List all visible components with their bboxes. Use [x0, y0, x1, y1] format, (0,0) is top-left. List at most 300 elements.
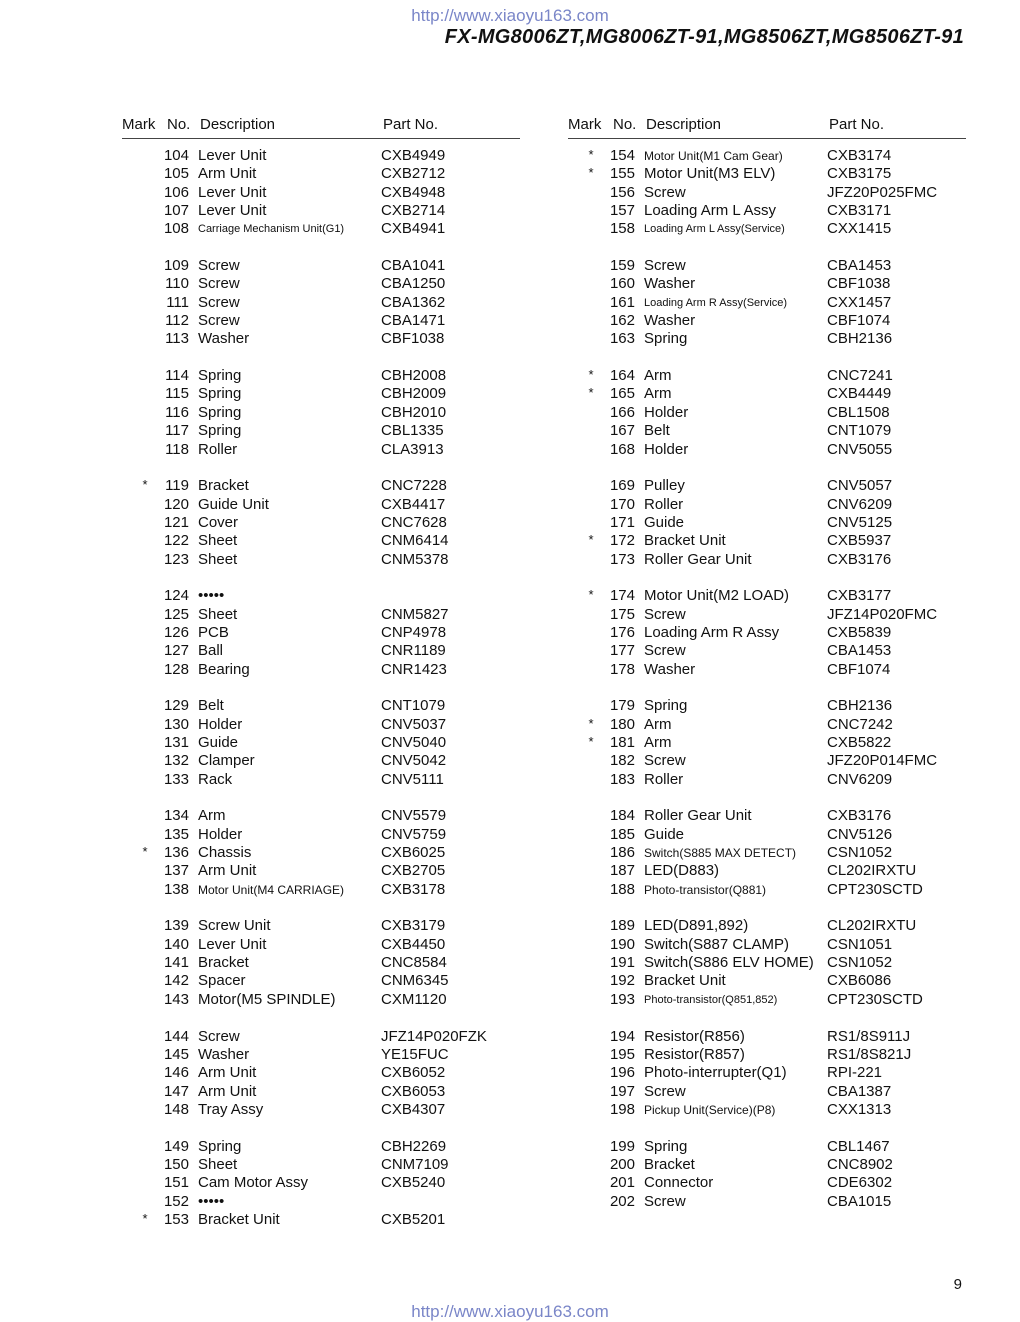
- table-row: [122, 330, 520, 348]
- row-description: Spring: [198, 403, 242, 421]
- row-description: Arm: [644, 715, 672, 733]
- row-description: Bracket: [198, 477, 249, 495]
- row-mark: *: [588, 147, 594, 162]
- row-description: Photo-transistor(Q851,852): [644, 993, 778, 1006]
- row-part-number: CXB3178: [381, 880, 446, 898]
- row-description: Photo-interrupter(Q1): [644, 1064, 787, 1082]
- table-row: [568, 202, 966, 220]
- row-part-number: CBF1074: [827, 660, 891, 678]
- row-number: 174: [609, 587, 635, 605]
- row-part-number: CXB4948: [381, 183, 446, 201]
- table-row: [568, 404, 966, 422]
- table-row: [568, 606, 966, 624]
- table-row: [568, 587, 966, 605]
- row-description: Tray Assy: [198, 1100, 264, 1118]
- table-row: [122, 1174, 520, 1192]
- row-number: 111: [166, 293, 189, 311]
- row-description: Washer: [198, 1045, 250, 1063]
- row-part-number: CNC7242: [827, 715, 893, 733]
- table-row: [122, 881, 520, 899]
- row-number: 151: [163, 1174, 189, 1192]
- row-number: 201: [609, 1174, 635, 1192]
- row-number: 136: [163, 844, 189, 862]
- row-number: 163: [609, 330, 635, 348]
- row-part-number: CBH2010: [381, 403, 447, 421]
- row-number: 105: [163, 165, 189, 183]
- row-part-number: CXB6025: [381, 844, 446, 862]
- row-part-number: CBL1335: [381, 422, 444, 440]
- table-row: [122, 1138, 520, 1156]
- row-description: Screw: [198, 1027, 240, 1045]
- table-header: [122, 116, 520, 139]
- table-row: [122, 606, 520, 624]
- row-number: 119: [165, 477, 189, 495]
- row-description: Screw: [644, 1082, 686, 1100]
- row-part-number: CBH2008: [381, 367, 447, 385]
- row-description: Arm Unit: [198, 1082, 257, 1100]
- table-row: [122, 1193, 520, 1211]
- row-mark: *: [142, 1210, 148, 1226]
- row-part-number: CBH2136: [827, 697, 893, 715]
- table-row: [568, 624, 966, 642]
- table-row: [122, 385, 520, 403]
- row-part-number: CNR1423: [381, 660, 447, 678]
- row-part-number: CLA3913: [381, 440, 444, 458]
- table-row: [122, 275, 520, 293]
- row-description: Bracket Unit: [644, 532, 726, 550]
- table-row: [568, 367, 966, 385]
- row-part-number: CNV5040: [381, 734, 447, 751]
- row-number: 175: [609, 605, 635, 623]
- watermark-url-top: http://www.xiaoyu163.com: [411, 6, 609, 25]
- row-description: Spring: [644, 330, 688, 348]
- row-part-number: CBA1453: [827, 642, 892, 660]
- table-row: [122, 587, 520, 605]
- row-part-number: CNV5759: [381, 825, 447, 843]
- row-part-number: CBA1250: [381, 275, 446, 293]
- table-row: [122, 551, 520, 569]
- row-part-number: CBF1074: [827, 312, 891, 330]
- table-row: [568, 184, 966, 202]
- row-description: Loading Arm L Assy(Service): [644, 223, 785, 236]
- row-part-number: CSN1052: [827, 954, 893, 972]
- table-row: [568, 1083, 966, 1101]
- row-mark: *: [142, 844, 148, 860]
- row-description: Screw: [198, 257, 240, 275]
- row-description: Arm Unit: [198, 165, 257, 183]
- table-row: [122, 991, 520, 1009]
- row-number: 170: [609, 495, 635, 513]
- row-number: 127: [163, 642, 189, 660]
- table-row: [122, 1156, 520, 1174]
- row-description: LED(D891,892): [644, 917, 749, 935]
- table-row: [568, 954, 966, 972]
- table-row: [568, 385, 966, 403]
- row-description: Chassis: [198, 844, 252, 862]
- row-number: 104: [163, 147, 189, 164]
- row-number: 113: [165, 330, 189, 348]
- row-part-number: CNC7228: [381, 477, 447, 495]
- row-part-number: CBH2009: [381, 385, 447, 403]
- row-description: Screw Unit: [198, 917, 271, 935]
- row-number: 118: [165, 440, 189, 458]
- table-row: [122, 807, 520, 825]
- row-number: 130: [163, 715, 189, 733]
- row-description: Roller: [644, 495, 684, 513]
- header-no: No.: [613, 116, 637, 133]
- parts-table-right: [568, 116, 966, 1211]
- row-part-number: CXB4417: [381, 495, 446, 513]
- row-number: 202: [609, 1192, 635, 1210]
- row-part-number: CXB5937: [827, 532, 892, 550]
- row-part-number: CNV5057: [827, 477, 893, 495]
- table-row: [122, 624, 520, 642]
- row-description: •••••: [198, 1192, 225, 1210]
- row-description: Ball: [198, 642, 224, 660]
- row-number: 138: [163, 880, 189, 898]
- row-part-number: CNV5125: [827, 513, 893, 531]
- row-number: 182: [609, 752, 635, 770]
- row-description: PCB: [198, 623, 229, 641]
- row-description: Lever Unit: [198, 183, 267, 201]
- table-row: [122, 1064, 520, 1082]
- row-part-number: RS1/8S821J: [827, 1045, 912, 1063]
- table-row: [568, 697, 966, 715]
- row-description: Sheet: [198, 1155, 238, 1173]
- table-row: [122, 1046, 520, 1064]
- row-description: Switch(S885 MAX DETECT): [644, 846, 797, 861]
- row-part-number: RPI-221: [827, 1064, 883, 1082]
- row-number: 158: [609, 220, 635, 238]
- row-number: 148: [163, 1100, 189, 1118]
- table-row: [568, 294, 966, 312]
- row-part-number: CXX1313: [827, 1100, 892, 1118]
- row-part-number: CXB3176: [827, 807, 892, 825]
- row-number: 131: [163, 734, 189, 751]
- row-part-number: CXB5201: [381, 1210, 446, 1228]
- table-row: [122, 642, 520, 660]
- row-description: Spring: [198, 422, 242, 440]
- row-part-number: CXB5240: [381, 1174, 446, 1192]
- row-number: 156: [609, 183, 635, 201]
- table-row: [122, 752, 520, 770]
- row-part-number: CXB3177: [827, 587, 892, 605]
- row-description: Screw: [644, 183, 686, 201]
- row-description: •••••: [198, 587, 225, 605]
- header-part-no: Part No.: [383, 116, 439, 133]
- header-description: Description: [200, 116, 276, 133]
- row-description: Screw: [198, 312, 240, 330]
- row-part-number: CXB4450: [381, 935, 446, 953]
- row-mark: *: [588, 385, 594, 401]
- row-part-number: CXB6053: [381, 1082, 446, 1100]
- row-description: Lever Unit: [198, 202, 267, 220]
- table-row: [568, 1028, 966, 1046]
- row-number: 199: [609, 1137, 635, 1155]
- row-number: 125: [163, 605, 189, 623]
- table-row: [568, 734, 966, 752]
- row-part-number: CXB3179: [381, 917, 446, 935]
- row-part-number: CNV5055: [827, 440, 893, 458]
- row-description: Screw: [644, 605, 686, 623]
- row-number: 110: [165, 275, 189, 293]
- row-description: Belt: [198, 697, 224, 715]
- table-row: [568, 752, 966, 770]
- row-number: 177: [609, 642, 635, 660]
- table-row: [122, 147, 520, 165]
- row-part-number: CNM6345: [381, 972, 449, 990]
- row-part-number: CXB6052: [381, 1064, 446, 1082]
- row-part-number: CDE6302: [827, 1174, 893, 1192]
- row-number: 178: [609, 660, 635, 678]
- row-number: 193: [609, 990, 635, 1008]
- row-part-number: CBA1015: [827, 1192, 892, 1210]
- table-row: [568, 422, 966, 440]
- row-part-number: RS1/8S911J: [827, 1027, 911, 1045]
- table-row: [568, 917, 966, 935]
- table-row: [568, 551, 966, 569]
- watermark-url-bottom: http://www.xiaoyu163.com: [411, 1302, 609, 1321]
- table-row: [122, 367, 520, 385]
- row-part-number: CXB5839: [827, 623, 892, 641]
- row-description: Holder: [644, 403, 689, 421]
- row-mark: *: [588, 165, 594, 181]
- row-part-number: CXB2712: [381, 165, 446, 183]
- table-row: [568, 936, 966, 954]
- row-number: 152: [163, 1192, 189, 1210]
- row-description: Guide Unit: [198, 495, 269, 513]
- row-description: Spring: [198, 367, 242, 385]
- row-description: Bearing: [198, 660, 250, 678]
- row-number: 122: [163, 532, 189, 550]
- row-number: 162: [609, 312, 635, 330]
- row-number: 135: [163, 825, 189, 843]
- table-row: [568, 147, 966, 165]
- row-description: Loading Arm L Assy: [644, 202, 777, 220]
- page-number: 9: [953, 1276, 962, 1293]
- row-number: 180: [609, 715, 635, 733]
- row-part-number: JFZ14P020FZK: [381, 1027, 487, 1045]
- row-number: 181: [609, 734, 635, 751]
- table-row: [568, 1193, 966, 1211]
- row-part-number: CXB2714: [381, 202, 446, 220]
- table-row: [122, 771, 520, 789]
- parts-table-left: [122, 116, 520, 1229]
- row-number: 114: [165, 367, 189, 385]
- row-description: Holder: [198, 825, 243, 843]
- row-part-number: CNV6209: [827, 495, 893, 513]
- table-row: [568, 257, 966, 275]
- row-number: 144: [163, 1027, 189, 1045]
- table-row: [122, 532, 520, 550]
- header-mark: Mark: [568, 116, 602, 133]
- row-part-number: CXB3175: [827, 165, 892, 183]
- row-part-number: CXB3171: [827, 202, 892, 220]
- row-description: Motor Unit(M3 ELV): [644, 165, 776, 183]
- row-description: Photo-transistor(Q881): [644, 882, 767, 897]
- table-row: [122, 1211, 520, 1229]
- row-number: 159: [609, 257, 635, 275]
- table-row: [568, 642, 966, 660]
- row-part-number: CBA1041: [381, 257, 446, 275]
- table-row: [568, 826, 966, 844]
- row-description: Screw: [198, 293, 240, 311]
- row-number: 134: [163, 807, 189, 825]
- table-row: [568, 771, 966, 789]
- row-part-number: CBL1467: [827, 1137, 890, 1155]
- row-description: Roller: [644, 770, 684, 788]
- row-number: 154: [609, 147, 635, 164]
- row-number: 195: [609, 1045, 635, 1063]
- row-number: 168: [609, 440, 635, 458]
- table-row: [568, 220, 966, 238]
- table-row: [122, 716, 520, 734]
- header-mark: Mark: [122, 116, 156, 133]
- row-number: 153: [163, 1210, 189, 1228]
- row-number: 109: [163, 257, 189, 275]
- row-number: 141: [163, 954, 189, 972]
- table-row: [568, 1174, 966, 1192]
- row-part-number: CXX1415: [827, 220, 892, 238]
- row-number: 188: [609, 880, 635, 898]
- row-number: 171: [609, 513, 635, 531]
- row-number: 120: [163, 495, 189, 513]
- table-row: [568, 1156, 966, 1174]
- row-number: 196: [609, 1064, 635, 1082]
- row-part-number: CNC7241: [827, 367, 893, 385]
- row-number: 189: [609, 917, 635, 935]
- row-part-number: JFZ14P020FMC: [827, 605, 938, 623]
- table-row: [122, 477, 520, 495]
- row-description: Switch(S886 ELV HOME): [644, 954, 814, 972]
- row-part-number: YE15FUC: [381, 1045, 449, 1063]
- row-description: Switch(S887 CLAMP): [644, 935, 790, 953]
- row-number: 167: [609, 422, 635, 440]
- row-part-number: CNV5126: [827, 825, 893, 843]
- row-part-number: JFZ20P025FMC: [827, 183, 938, 201]
- row-part-number: CBA1453: [827, 257, 892, 275]
- row-description: Screw: [644, 1192, 686, 1210]
- row-description: Belt: [644, 422, 670, 440]
- row-number: 160: [609, 275, 635, 293]
- row-description: Resistor(R857): [644, 1045, 745, 1063]
- table-row: [568, 1064, 966, 1082]
- row-number: 112: [165, 312, 189, 330]
- row-description: Lever Unit: [198, 147, 267, 164]
- row-number: 106: [163, 183, 189, 201]
- row-description: Guide: [644, 825, 685, 843]
- table-row: [122, 936, 520, 954]
- table-row: [568, 477, 966, 495]
- row-number: 149: [163, 1137, 189, 1155]
- row-part-number: CXB5822: [827, 734, 892, 751]
- row-description: Screw: [644, 752, 686, 770]
- parts-rows-right: [568, 147, 966, 1211]
- row-number: 190: [609, 935, 635, 953]
- row-number: 137: [163, 862, 189, 880]
- row-number: 172: [609, 532, 635, 550]
- row-description: Carriage Mechanism Unit(G1): [198, 223, 345, 236]
- row-part-number: CBL1508: [827, 403, 890, 421]
- row-part-number: CPT230SCTD: [827, 990, 923, 1008]
- row-number: 107: [163, 202, 189, 220]
- row-part-number: CPT230SCTD: [827, 880, 923, 898]
- table-row: [122, 404, 520, 422]
- row-mark: *: [588, 715, 594, 731]
- table-row: [568, 514, 966, 532]
- row-description: Guide: [198, 734, 239, 751]
- table-row: [122, 972, 520, 990]
- row-part-number: CNV6209: [827, 770, 893, 788]
- row-part-number: CNV5037: [381, 715, 447, 733]
- row-number: 133: [163, 770, 189, 788]
- table-row: [568, 862, 966, 880]
- row-number: 176: [609, 623, 635, 641]
- row-number: 183: [609, 770, 635, 788]
- row-mark: *: [588, 587, 594, 603]
- row-number: 169: [609, 477, 635, 495]
- row-part-number: CXB3174: [827, 147, 892, 164]
- row-part-number: CL202IRXTU: [827, 862, 917, 880]
- table-row: [122, 422, 520, 440]
- row-description: Washer: [198, 330, 250, 348]
- row-number: 185: [609, 825, 635, 843]
- row-part-number: CSN1052: [827, 844, 893, 862]
- row-number: 150: [163, 1155, 189, 1173]
- row-number: 143: [163, 990, 189, 1008]
- row-part-number: CNC8584: [381, 954, 447, 972]
- row-number: 173: [609, 550, 635, 568]
- table-row: [568, 807, 966, 825]
- table-row: [568, 844, 966, 862]
- row-description: Motor Unit(M1 Cam Gear): [644, 149, 783, 163]
- row-number: 165: [609, 385, 635, 403]
- row-description: Bracket Unit: [644, 972, 726, 990]
- row-mark: *: [588, 367, 594, 383]
- row-part-number: CNC8902: [827, 1155, 893, 1173]
- row-description: Arm: [198, 807, 226, 825]
- row-part-number: CNC7628: [381, 513, 447, 531]
- table-row: [122, 844, 520, 862]
- row-number: 164: [609, 367, 635, 385]
- row-part-number: CBF1038: [381, 330, 445, 348]
- row-description: Motor(M5 SPINDLE): [198, 990, 336, 1008]
- table-row: [568, 881, 966, 899]
- row-description: Connector: [644, 1174, 714, 1192]
- row-number: 123: [163, 550, 189, 568]
- table-row: [122, 917, 520, 935]
- row-number: 117: [165, 422, 189, 440]
- table-row: [122, 661, 520, 679]
- table-row: [122, 514, 520, 532]
- row-description: Pickup Unit(Service)(P8): [644, 1102, 776, 1117]
- row-description: Clamper: [198, 752, 255, 770]
- row-description: Holder: [644, 440, 689, 458]
- row-description: Cover: [198, 513, 239, 531]
- row-description: Roller: [198, 440, 238, 458]
- row-number: 157: [609, 202, 635, 220]
- row-number: 142: [163, 972, 189, 990]
- row-mark: *: [588, 532, 594, 548]
- row-part-number: CBH2269: [381, 1137, 447, 1155]
- row-description: Pulley: [644, 477, 685, 495]
- row-part-number: CXB6086: [827, 972, 892, 990]
- row-number: 200: [609, 1155, 635, 1173]
- row-part-number: CNM5378: [381, 550, 449, 568]
- row-description: Arm: [644, 385, 672, 403]
- row-part-number: CXB4449: [827, 385, 892, 403]
- table-row: [568, 1138, 966, 1156]
